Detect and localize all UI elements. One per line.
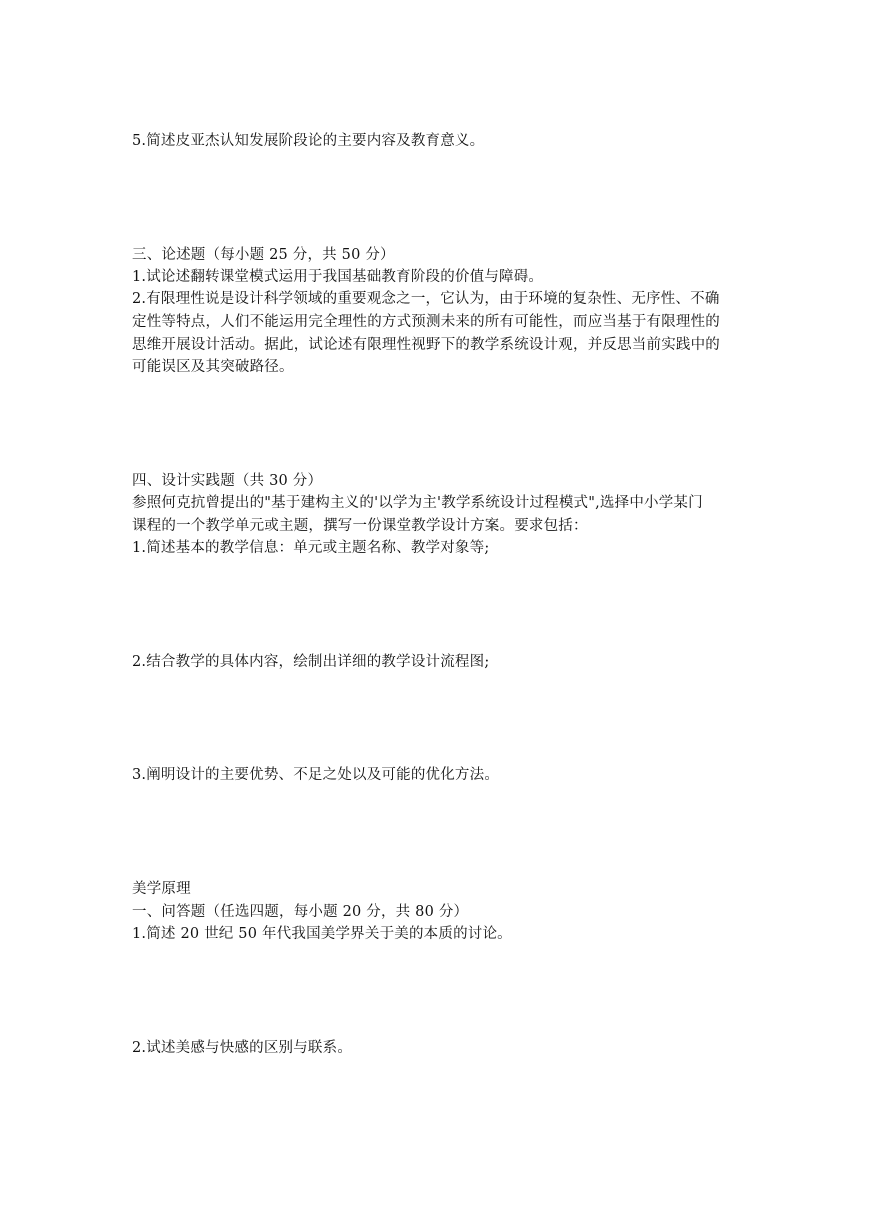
section-4-item-2: 2.结合教学的具体内容，绘制出详细的教学设计流程图; — [132, 654, 490, 670]
section-4-intro-line-2: 课程的一个教学单元或主题，撰写一份课堂教学设计方案。要求包括： — [132, 518, 588, 534]
section-3-question-2-line-4: 可能误区及其突破路径。 — [132, 359, 294, 375]
section-4-item-1: 1.简述基本的教学信息：单元或主题名称、教学对象等; — [132, 540, 490, 556]
section-3-question-1: 1.试论述翻转课堂模式运用于我国基础教育阶段的价值与障碍。 — [132, 269, 544, 285]
aesthetics-heading: 一、问答题（任选四题，每小题 20 分，共 80 分） — [132, 904, 469, 920]
aesthetics-question-1: 1.简述 20 世纪 50 年代我国美学界关于美的本质的讨论。 — [132, 926, 512, 942]
section-4-heading: 四、设计实践题（共 30 分） — [132, 473, 323, 489]
section-3-question-2-line-3: 思维开展设计活动。据此，试论述有限理性视野下的教学系统设计观，并反思当前实践中的 — [132, 337, 720, 353]
question-5: 5.简述皮亚杰认知发展阶段论的主要内容及教育意义。 — [132, 133, 485, 149]
aesthetics-question-2: 2.试述美感与快感的区别与联系。 — [132, 1040, 353, 1056]
section-3-question-2-line-2: 定性等特点，人们不能运用完全理性的方式预测未来的所有可能性，而应当基于有限理性的 — [132, 314, 720, 330]
section-4-intro-line-1: 参照何克抗曾提出的"基于建构主义的'以学为主'教学系统设计过程模式",选择中小学某门 — [132, 495, 703, 511]
aesthetics-title: 美学原理 — [132, 881, 191, 897]
section-4-item-3: 3.阐明设计的主要优势、不足之处以及可能的优化方法。 — [132, 767, 500, 783]
section-3-heading: 三、论述题（每小题 25 分，共 50 分） — [132, 247, 395, 263]
section-3-question-2-line-1: 2.有限理性说是设计科学领域的重要观念之一，它认为，由于环境的复杂性、无序性、不确 — [132, 291, 720, 307]
